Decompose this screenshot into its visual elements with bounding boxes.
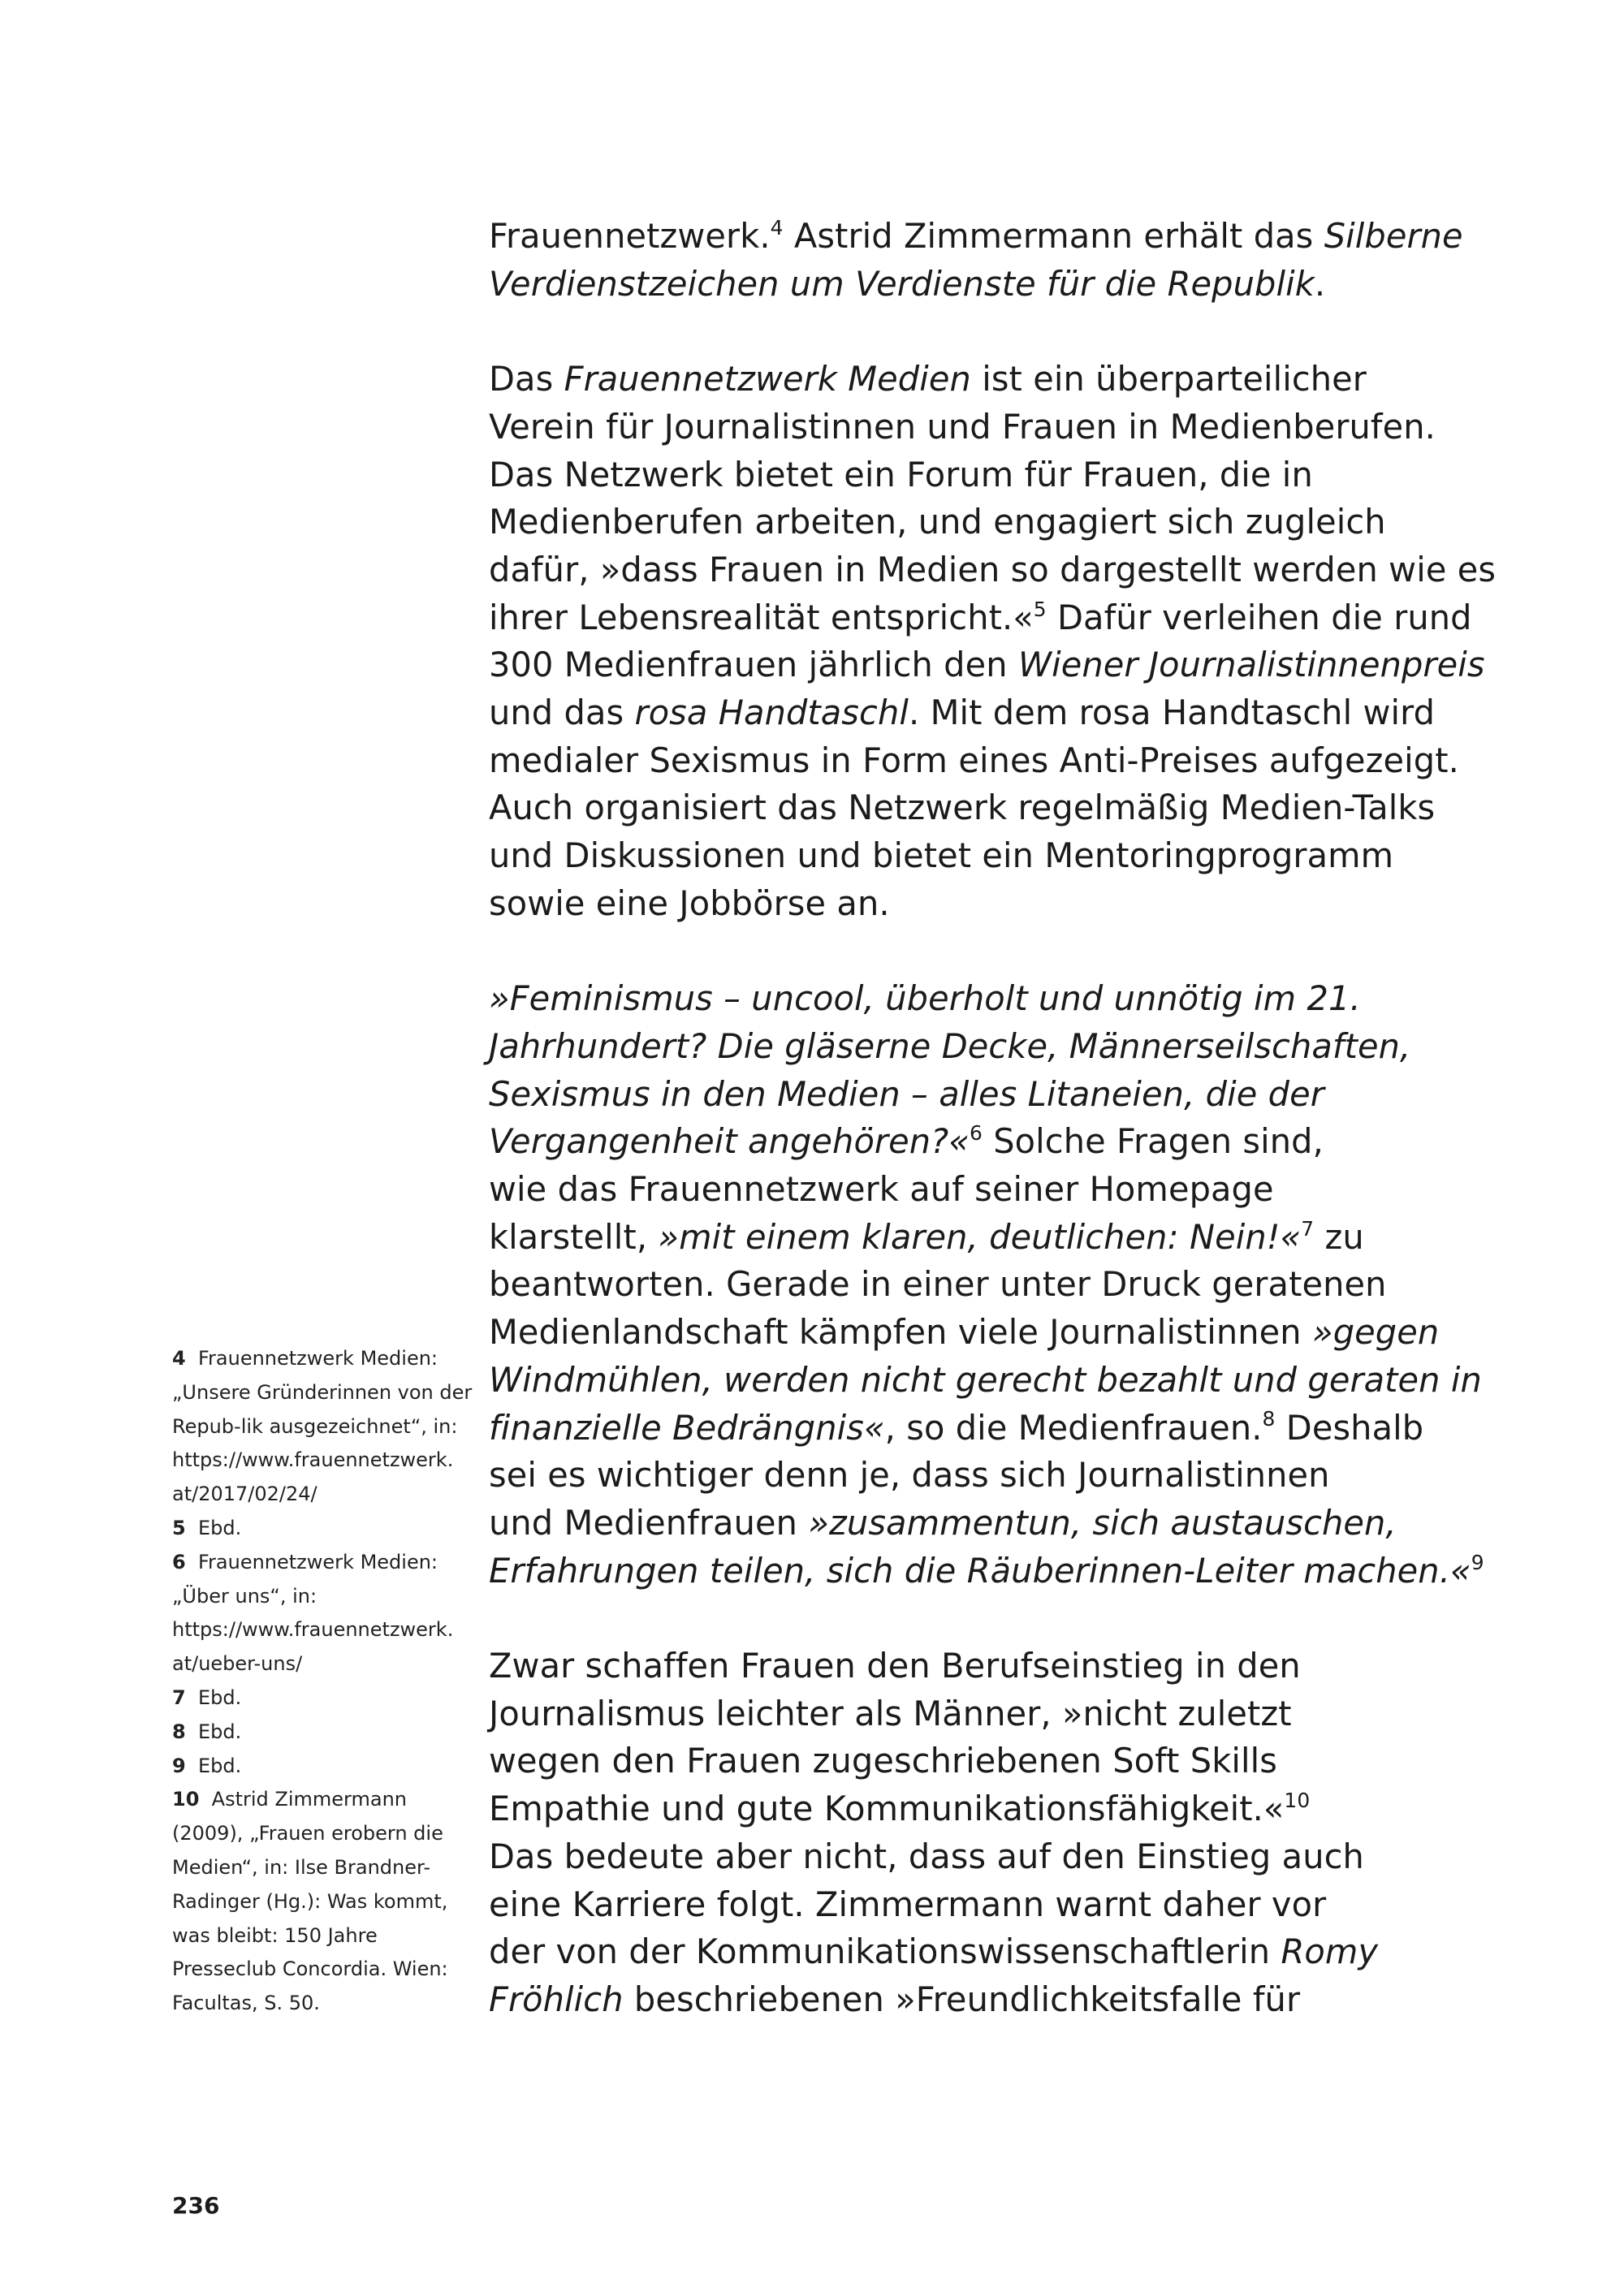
page-number: 236 — [172, 2192, 220, 2219]
footnote-line: https://www.frauennetzwerk. — [172, 1448, 454, 1472]
footnote-number: 8 — [172, 1720, 186, 1743]
footnote-number: 9 — [172, 1754, 186, 1777]
text-line: Fröhlich beschriebenen »Freundlichkeitsfalle für — [489, 1979, 1301, 2019]
footnote-line: Facultas, S. 50. — [172, 1992, 320, 2015]
paragraph-1 — [489, 213, 1463, 308]
footnote-ref: 6 — [969, 1121, 983, 1146]
text-line: Verein für Journalistinnen und Frauen in Medienberufen. — [489, 406, 1436, 447]
footnote-number: 4 — [172, 1347, 186, 1370]
text-line: der von der Kommunikationswissenschaftlerin Romy — [489, 1932, 1379, 1972]
text-line: Medienlandschaft kämpfen viele Journalistinnen »gegen — [489, 1312, 1440, 1353]
footnote-line: was bleibt: 150 Jahre — [172, 1923, 378, 1947]
text-line: Auch organisiert das Netzwerk regelmäßig Medien-Talks — [489, 788, 1436, 828]
footnote-number: 10 — [172, 1788, 200, 1811]
text-line: Das Frauennetzwerk Medien ist ein überparteilicher — [489, 359, 1367, 399]
footnote-number: 6 — [172, 1550, 186, 1573]
text-line: Vergangenheit angehören?«$^6$ Solche Fragen sind, — [489, 1121, 1324, 1162]
footnote-10 — [172, 1783, 473, 2021]
text-line: beantworten. Gerade in einer unter Druck geratenen — [489, 1264, 1387, 1305]
text-line: klarstellt, »mit einem klaren, deutlichen: Nein!«$^7$ zu — [489, 1216, 1364, 1257]
text-line: Das Netzwerk bietet ein Forum für Frauen, die in — [489, 454, 1313, 494]
text-line: sei es wichtiger denn je, dass sich Journalistinnen — [489, 1455, 1330, 1496]
text-line: Windmühlen, werden nicht gerecht bezahlt und geraten in — [489, 1359, 1482, 1400]
footnote-line: Medien“, in: Ilse Brandner- — [172, 1855, 430, 1879]
footnote-line: at/2017/02/24/ — [172, 1483, 317, 1506]
text-line: und Medienfrauen »zusammentun, sich austauschen, — [489, 1502, 1397, 1543]
text-line: Medienberufen arbeiten, und engagiert sich zugleich — [489, 502, 1386, 542]
footnote-8 — [172, 1716, 473, 1750]
text-line: ihrer Lebensrealität entspricht.«$^5$ Dafür verleihen die rund — [489, 597, 1472, 637]
text-line: Zwar schaffen Frauen den Berufseinstieg in den — [489, 1646, 1301, 1686]
footnote-ref: 5 — [1033, 597, 1047, 621]
footnote-line: (2009), „Frauen erobern die — [172, 1822, 443, 1845]
footnote-5 — [172, 1512, 473, 1546]
footnote-line: 8 Ebd. — [172, 1720, 242, 1743]
footnote-line: 6 Frauennetzwerk Medien: — [172, 1550, 438, 1573]
text-line: wegen den Frauen zugeschriebenen Soft Skills — [489, 1741, 1277, 1781]
footnote-line: at/ueber-uns/ — [172, 1652, 303, 1676]
body-text — [489, 213, 1497, 2024]
footnote-ref: 4 — [770, 215, 784, 240]
footnote-line: 4 Frauennetzwerk Medien: — [172, 1347, 438, 1370]
paragraph-2 — [489, 356, 1497, 927]
footnote-ref: 7 — [1301, 1216, 1315, 1241]
text-line: Jahrhundert? Die gläserne Decke, Männerseilschaften, — [489, 1025, 1411, 1066]
footnote-ref: 9 — [1471, 1550, 1484, 1574]
footnote-line: 5 Ebd. — [172, 1516, 242, 1539]
footnote-9 — [172, 1750, 473, 1784]
footnote-line: 9 Ebd. — [172, 1754, 242, 1777]
text-line: eine Karriere folgt. Zimmermann warnt daher vor — [489, 1884, 1327, 1924]
footnote-line: „Über uns“, in: — [172, 1584, 317, 1608]
text-line: Verdienstzeichen um Verdienste für die Republik. — [489, 263, 1326, 304]
text-line: wie das Frauennetzwerk auf seiner Homepage — [489, 1169, 1274, 1210]
paragraph-4 — [489, 1642, 1423, 2024]
text-line: Frauennetzwerk.$^4$ Astrid Zimmermann erhält das Silberne — [489, 215, 1463, 256]
text-line: dafür, »dass Frauen in Medien so dargestellt werden wie es — [489, 549, 1497, 589]
footnote-ref: 8 — [1262, 1407, 1276, 1431]
text-line: und Diskussionen und bietet ein Mentoringprogramm — [489, 835, 1394, 876]
text-line: und das rosa Handtaschl. Mit dem rosa Handtaschl wird — [489, 693, 1436, 733]
text-line: Sexismus in den Medien – alles Litaneien, die der — [489, 1073, 1324, 1114]
footnote-line: https://www.frauennetzwerk. — [172, 1618, 454, 1642]
footnote-6 — [172, 1546, 473, 1681]
footnote-number: 5 — [172, 1516, 186, 1539]
text-line: »Feminismus – uncool, überholt und unnötig im 21. — [489, 978, 1361, 1019]
paragraph-3 — [489, 975, 1484, 1595]
footnote-line: Radinger (Hg.): Was kommt, — [172, 1889, 448, 1913]
text-line: 300 Medienfrauen jährlich den Wiener Journalistinnenpreis — [489, 645, 1485, 685]
footnote-number: 7 — [172, 1686, 186, 1709]
text-line: Empathie und gute Kommunikationsfähigkeit.«$^{10}$ — [489, 1789, 1311, 1829]
footnote-line: 7 Ebd. — [172, 1686, 242, 1709]
text-line: medialer Sexismus in Form eines Anti-Preises aufgezeigt. — [489, 740, 1459, 780]
footnote-7 — [172, 1681, 473, 1716]
footnote-line: Presseclub Concordia. Wien: — [172, 1957, 448, 1981]
text-line: finanzielle Bedrängnis«, so die Medienfrauen.$^8$ Deshalb — [489, 1407, 1424, 1448]
text-line: Das bedeute aber nicht, dass auf den Einstieg auch — [489, 1836, 1364, 1876]
footnote-4 — [172, 1342, 473, 1512]
footnote-line: Repub-lik ausgezeichnet“, in: — [172, 1414, 458, 1438]
footnotes — [172, 1342, 473, 2021]
footnote-line: 10 Astrid Zimmermann — [172, 1788, 407, 1811]
text-line: sowie eine Jobbörse an. — [489, 883, 890, 923]
footnote-ref: 10 — [1284, 1789, 1311, 1813]
text-line: Erfahrungen teilen, sich die Räuberinnen-Leiter machen.«$^9$ — [489, 1550, 1484, 1591]
text-line: Journalismus leichter als Männer, »nicht zuletzt — [489, 1693, 1292, 1733]
footnote-line: „Unsere Gründerinnen von der — [172, 1380, 473, 1404]
